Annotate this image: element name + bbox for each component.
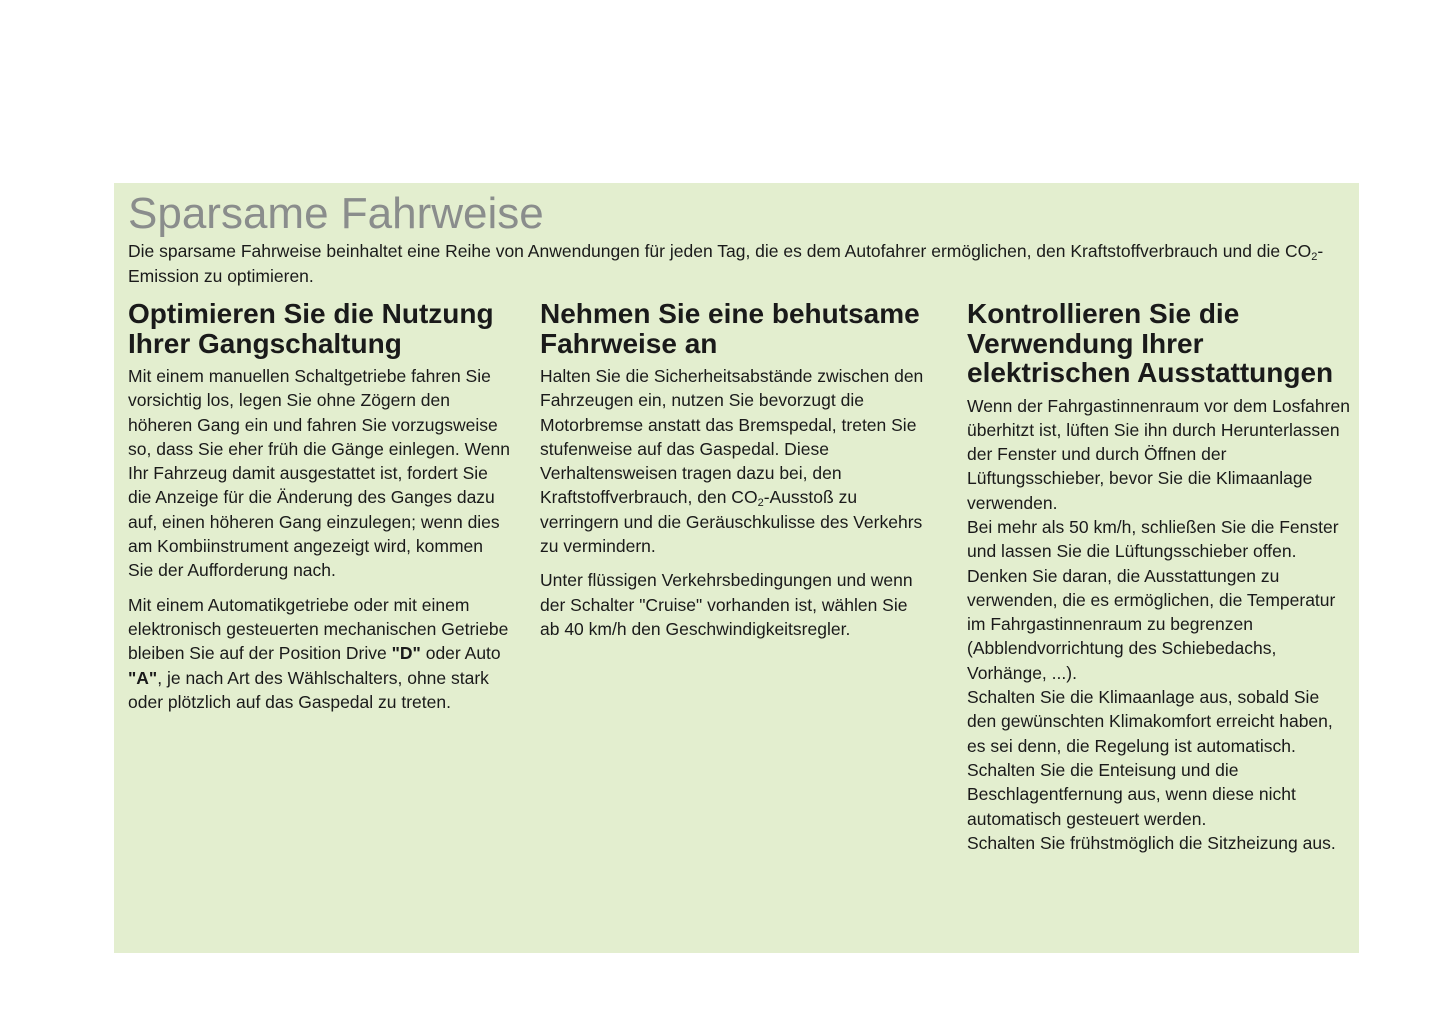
windows-paragraph: Bei mehr als 50 km/h, schließen Sie die Fenster und lassen Sie die Lüftungsschieber offen. bbox=[967, 516, 1339, 562]
column-careful-driving bbox=[540, 299, 930, 641]
auto-mode-label: "A" bbox=[128, 667, 158, 688]
intro-text-start: Die sparsame Fahrweise beinhaltet eine Reihe von Anwendungen für jeden Tag, die es dem Autofahrer ermöglichen, den Kraftstoffverbrauch und die CO bbox=[128, 241, 1312, 261]
co2-subscript: 2 bbox=[757, 497, 764, 510]
paragraph-text: oder Auto bbox=[420, 643, 501, 664]
column-electrical-equipment bbox=[967, 299, 1352, 855]
defrosting-paragraph: Schalten Sie die Enteisung und die Beschlagentfernung aus, wenn diese nicht automatisch gesteuert werden. bbox=[967, 759, 1296, 829]
paragraph-text: -Ausstoß zu verringern und die Geräuschkulisse des Verkehrs zu vermindern. bbox=[540, 487, 923, 557]
intro-text-end: -Emission zu optimieren. bbox=[128, 241, 1324, 286]
page-title: Sparsame Fahrweise bbox=[128, 189, 544, 238]
air-conditioning-paragraph: Schalten Sie die Klimaanlage aus, sobald Sie den gewünschten Klimakomfort erreicht haben, es sei denn, die Regelung ist automatisch. bbox=[967, 687, 1333, 756]
paragraph-text: Halten Sie die Sicherheitsabstände zwischen den Fahrzeugen ein, nutzen Sie bevorzugt die Motorbremse anstatt das Bremspedal, treten Sie stufenweise auf das Gaspedal. Diese Verhaltensweisen tragen dazu bei, den Kraftstoffverbrauch, den CO bbox=[540, 366, 924, 508]
intro-subscript: 2 bbox=[1311, 251, 1318, 263]
safety-distance-paragraph bbox=[540, 364, 930, 558]
column-gear-shifting bbox=[128, 299, 510, 714]
cruise-control-paragraph: Unter flüssigen Verkehrsbedingungen und wenn der Schalter "Cruise" vorhanden ist, wählen Sie ab 40 km/h den Geschwindigkeitsregler. bbox=[540, 570, 913, 639]
automatic-gearbox-paragraph bbox=[128, 593, 510, 714]
column-heading: Nehmen Sie eine behutsame Fahrweise an bbox=[540, 298, 920, 359]
paragraph-text: Mit einem Automatikgetriebe oder mit einem elektronisch gesteuerten mechanischen Getriebe bleiben Sie auf der Position Drive bbox=[128, 594, 509, 664]
manual-gearbox-paragraph: Mit einem manuellen Schaltgetriebe fahren Sie vorsichtig los, legen Sie ohne Zögern den höheren Gang ein und fahren Sie vorzugsweise so, dass Sie eher früh die Gänge einlegen. Wenn Ihr Fahrzeug damit ausgestattet ist, fordert Sie die Anzeige für die Änderung des Ganges dazu auf, einen höheren Gang einzulegen; wenn dies am Kombiinstrument angezeigt wird, kommen Sie der Aufforderung nach. bbox=[128, 366, 511, 581]
column-heading: Kontrollieren Sie die Verwendung Ihrer elektrischen Ausstattungen bbox=[967, 298, 1334, 388]
drive-mode-label: "D" bbox=[391, 643, 421, 664]
paragraph-text: , je nach Art des Wählschalters, ohne stark oder plötzlich auf das Gaspedal zu treten. bbox=[128, 667, 489, 712]
overheated-cabin-paragraph: Wenn der Fahrgastinnenraum vor dem Losfahren überhitzt ist, lüften Sie ihn durch Herunterlassen der Fenster und durch Öffnen der Lüftungsschieber, bevor Sie die Klimaanlage verwenden. bbox=[967, 395, 1350, 513]
seat-heating-paragraph: Schalten Sie frühstmöglich die Sitzheizung aus. bbox=[967, 832, 1336, 853]
column-heading: Optimieren Sie die Nutzung Ihrer Gangschaltung bbox=[128, 298, 494, 359]
intro-paragraph bbox=[128, 239, 1343, 288]
temperature-equipment-paragraph: Denken Sie daran, die Ausstattungen zu verwenden, die es ermöglichen, die Temperatur im Fahrgastinnenraum zu begrenzen (Abblendvorrichtung des Schiebedachs, Vorhänge, ...). bbox=[967, 565, 1336, 683]
